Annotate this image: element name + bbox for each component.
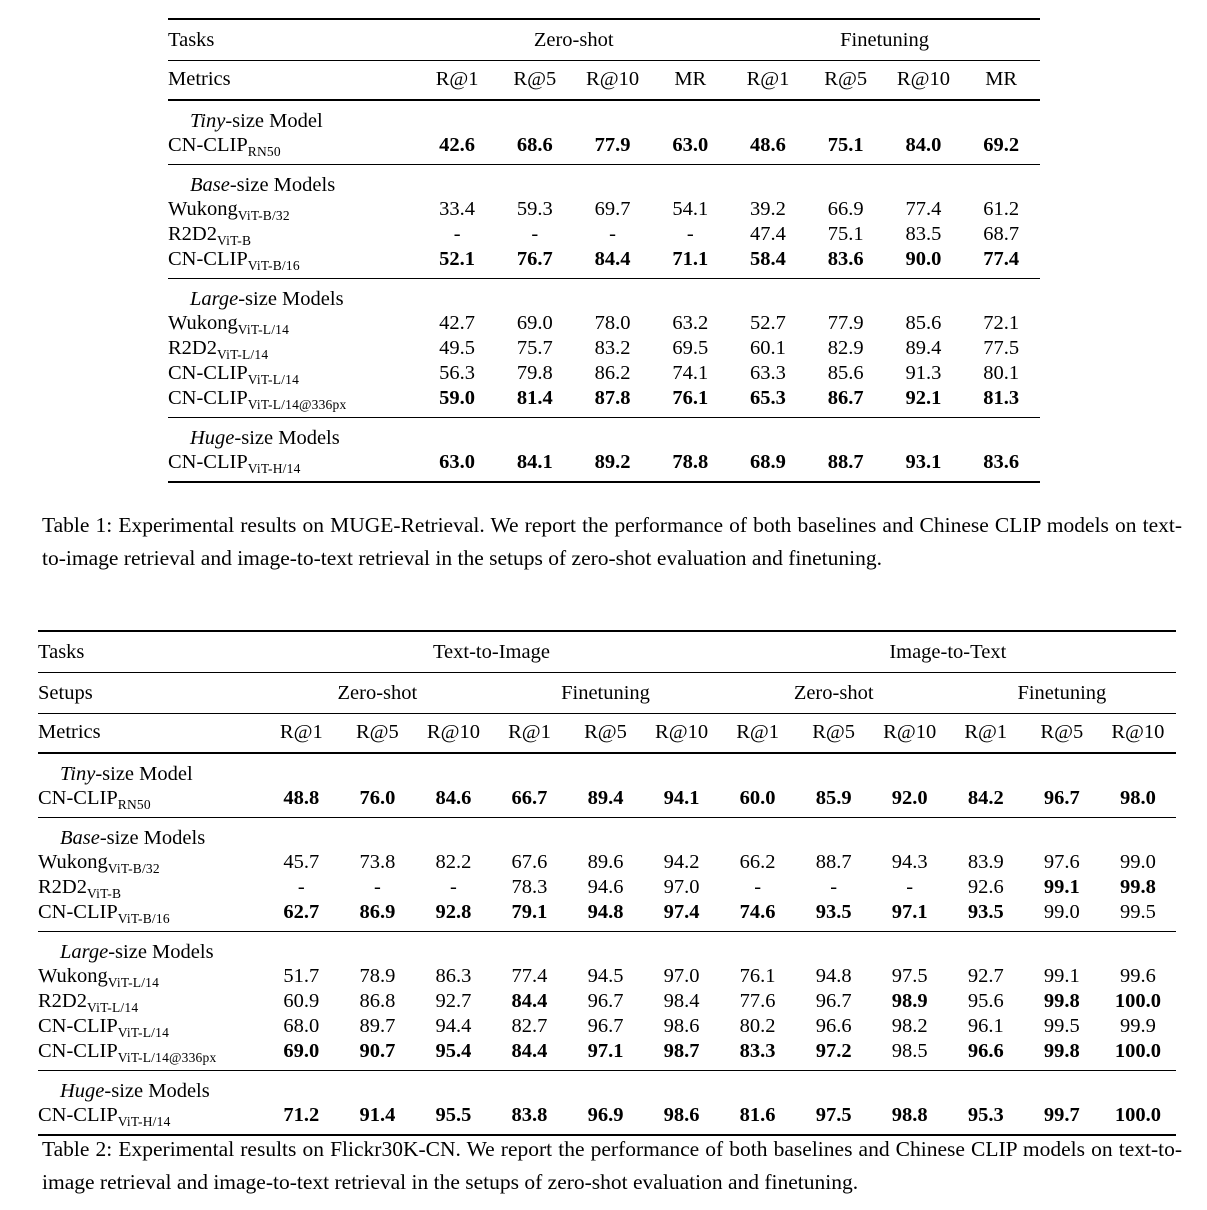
metric-value: 83.6 [827,248,864,270]
model-variant-subscript: ViT-B/16 [247,258,300,274]
metric-value: 61.2 [983,198,1020,220]
model-variant-subscript: ViT-B/32 [237,208,290,224]
metric-header-r10: R@10 [885,61,963,101]
model-label: Wukong$_{ViT-L/14}$ [168,312,290,338]
metric-value: 49.5 [439,337,476,359]
table2-header [38,631,1176,753]
metric-value: 78.9 [359,965,396,987]
metric-value: 76.0 [359,787,396,809]
metric-value: 89.4 [905,337,942,359]
metric-value: 97.0 [663,965,700,987]
metric-value: - [450,876,457,898]
metric-value: 76.1 [739,965,776,987]
model-variant-subscript: ViT-L/14 [237,322,290,338]
metric-value: 89.2 [594,451,631,473]
metric-value: 94.8 [587,901,624,923]
model-row [168,197,1040,222]
metric-value: 63.0 [672,134,709,156]
metric-value: 99.5 [1119,901,1156,923]
metric-value: 74.6 [739,901,776,923]
metric-header-r10: R@10 [872,714,948,754]
section-header-row [168,165,1040,198]
metric-value: 84.0 [905,134,942,156]
metric-value: 62.7 [283,901,320,923]
model-row [168,336,1040,361]
metric-value: 60.9 [283,990,320,1012]
metric-value: 54.1 [672,198,709,220]
model-label: $CN-CLIP_{ViT-L/14@336px}$ [168,387,347,413]
metric-value: 85.6 [827,362,864,384]
metric-value: 78.8 [672,451,709,473]
metric-value: 92.7 [435,990,472,1012]
metric-value: 83.2 [594,337,631,359]
metric-value: 33.4 [439,198,476,220]
model-variant-subscript: ViT-B/32 [107,861,160,877]
metric-value: 71.1 [672,248,709,270]
metric-value: 83.6 [983,451,1020,473]
group-header-zeroshot: Zero-shot [418,19,729,61]
model-row [38,900,1176,932]
model-variant-subscript: ViT-L/14 [216,347,269,363]
metric-value: 73.8 [359,851,396,873]
metric-value: 90.0 [905,248,942,270]
metric-value: 83.3 [739,1040,776,1062]
model-variant-subscript: ViT-H/14 [117,1114,171,1130]
model-row [38,989,1176,1014]
section-header-row [38,818,1176,851]
metric-value: 42.7 [439,312,476,334]
model-label: $CN-CLIP_{RN50}$ [168,134,281,160]
metric-value: 52.1 [439,248,476,270]
metric-value: - [373,876,381,898]
metric-header-mr: MR [962,61,1040,101]
metric-value: 83.8 [511,1104,548,1126]
model-variant-subscript: ViT-L/14@336px [247,397,347,413]
metric-value: 85.9 [815,787,852,809]
metric-value: 97.1 [587,1040,624,1062]
metric-value: 74.1 [672,362,709,384]
model-row [168,450,1040,482]
metric-value: 59.3 [516,198,553,220]
section-header: Huge-size Models [168,418,1040,451]
section-header-row [168,279,1040,312]
table1-caption: Table 1: Experimental results on MUGE-Retrieval. We report the performance of both baselines and Chinese CLIP models on text-to-image retrieval and image-to-text retrieval in the setups of zero-shot evaluation and finetuning. [42,513,1182,570]
metric-value: 77.4 [905,198,942,220]
metric-value: 39.2 [750,198,786,220]
metric-value: 66.7 [511,787,548,809]
metric-value: 99.8 [1119,876,1156,898]
section-header-row [38,1071,1176,1104]
metric-header-r1: R@1 [263,714,339,754]
metric-value: 88.7 [827,451,864,473]
metric-value: 63.2 [672,312,709,334]
metric-header-r1: R@1 [491,714,567,754]
metric-value: 80.1 [983,362,1020,384]
metric-header-r5: R@5 [568,714,644,754]
model-label: $R2D2_{ViT-L/14}$ [168,337,269,363]
group-header-text-to-image: Text-to-Image [263,631,719,673]
table2-metrics-row [38,714,1176,754]
model-variant-subscript: ViT-L/14 [86,1000,139,1016]
metric-value: 100.0 [1114,1040,1161,1062]
metric-value: 77.5 [983,337,1020,359]
metric-header-mr: MR [651,61,729,101]
metric-value: 78.3 [511,876,548,898]
metric-value: 84.1 [516,451,553,473]
metric-value: - [453,223,461,245]
metric-header-r5: R@5 [1024,714,1100,754]
metric-value: 89.6 [587,851,624,873]
metric-value: 86.8 [359,990,396,1012]
metric-value: 72.1 [983,312,1020,334]
metric-value: 78.0 [594,312,631,334]
metric-header-r1: R@1 [948,714,1024,754]
table2 [38,630,1176,1136]
metrics-label: Metrics [168,61,418,101]
metric-value: 83.5 [905,223,942,245]
metric-value: 89.4 [587,787,624,809]
table2-tasks-row [38,631,1176,673]
metric-value: 95.5 [435,1104,472,1126]
metric-value: 98.6 [663,1015,700,1037]
model-label: $CN-CLIP_{ViT-L/14}$ [38,1015,170,1041]
metric-header-r5: R@5 [796,714,872,754]
model-row [38,1014,1176,1039]
model-row [38,786,1176,818]
model-row [38,850,1176,875]
section-header: Tiny-size Model [190,110,323,132]
metric-value: 88.7 [815,851,852,873]
model-label: $CN-CLIP_{ViT-H/14}$ [168,451,301,477]
table1-tasks-row [168,19,1040,61]
metric-value: 66.9 [827,198,864,220]
metric-value: 90.7 [359,1040,396,1062]
section-header-row [38,753,1176,786]
section-header: Large-size Models [38,932,1176,965]
model-variant-subscript: ViT-H/14 [247,461,301,477]
model-row [168,133,1040,165]
metric-value: 81.3 [983,387,1020,409]
table1-header [168,19,1040,100]
metric-value: - [754,876,762,898]
model-label: $CN-CLIP_{ViT-L/14}$ [168,362,300,388]
metric-value: 98.8 [891,1104,928,1126]
model-variant-subscript: ViT-L/14@336px [117,1050,217,1066]
metric-value: 75.1 [827,134,864,156]
metric-value: 99.0 [1119,851,1156,873]
metric-value: 60.0 [739,787,776,809]
metric-value: 96.7 [815,990,852,1012]
model-label: Wukong$_{ViT-B/32}$ [38,851,160,877]
metric-value: 94.4 [435,1015,472,1037]
metric-value: 92.1 [905,387,942,409]
metric-value: 45.7 [283,851,320,873]
setup-header-finetuning: Finetuning [948,673,1176,714]
model-label: $R2D2_{ViT-L/14}$ [38,990,139,1016]
metric-value: 65.3 [750,387,786,409]
metric-value: 93.1 [905,451,942,473]
group-header-image-to-text: Image-to-Text [720,631,1176,673]
table1-muge-retrieval [168,18,1040,483]
setups-label: Setups [38,673,263,714]
metric-value: 79.8 [516,362,553,384]
model-variant-subscript: ViT-L/14 [107,975,160,991]
metric-value: 99.6 [1119,965,1156,987]
metric-value: 81.6 [739,1104,776,1126]
metric-header-r10: R@10 [415,714,491,754]
model-variant-subscript: ViT-L/14 [247,372,300,388]
metric-value: 60.1 [750,337,786,359]
metric-value: - [531,223,539,245]
metric-value: 59.0 [439,387,476,409]
metric-value: 96.6 [815,1015,852,1037]
section-header-row [38,932,1176,965]
metric-value: 67.6 [511,851,548,873]
model-row [168,247,1040,279]
model-label: $CN-CLIP_{ViT-L/14@336px}$ [38,1040,217,1066]
metric-value: 99.8 [1043,990,1080,1012]
model-label: Wukong$_{ViT-L/14}$ [38,965,160,991]
metric-value: 68.7 [983,223,1020,245]
metric-value: 66.2 [739,851,776,873]
metric-value: 68.0 [283,1015,320,1037]
metric-value: 42.6 [439,134,476,156]
model-variant-subscript: RN50 [247,144,281,160]
metric-value: 84.4 [511,1040,548,1062]
model-label: $CN-CLIP_{RN50}$ [38,787,151,813]
section-header: Large-size Models [168,279,1040,312]
metric-value: 52.7 [750,312,786,334]
table1 [168,18,1040,483]
metrics-label: Metrics [38,714,263,754]
tasks-label: Tasks [38,631,263,673]
metric-value: 77.4 [983,248,1020,270]
metric-value: 47.4 [750,223,786,245]
metric-value: 82.7 [511,1015,548,1037]
model-label: $R2D2_{ViT-B}$ [168,223,252,249]
metric-header-r5: R@5 [339,714,415,754]
model-row [168,361,1040,386]
metric-value: 99.1 [1043,876,1080,898]
section-header: Base-size Models [168,165,1040,198]
metric-value: 92.6 [967,876,1004,898]
tasks-label: Tasks [168,19,418,61]
metric-value: - [297,876,305,898]
model-label: Wukong$_{ViT-B/32}$ [168,198,290,224]
metric-value: 79.1 [511,901,548,923]
metric-value: 98.0 [1119,787,1156,809]
metric-value: 97.5 [815,1104,852,1126]
metric-value: 95.3 [967,1104,1004,1126]
metric-value: 77.9 [827,312,864,334]
section-header: Base-size Models [38,818,1176,851]
model-label: $CN-CLIP_{ViT-B/16}$ [38,901,170,927]
metric-value: 100.0 [1114,990,1161,1012]
metric-value: 92.8 [435,901,472,923]
metric-value: 56.3 [439,362,476,384]
metric-value: 98.7 [663,1040,700,1062]
metric-value: 99.0 [1043,901,1080,923]
metric-header-r1: R@1 [418,61,496,101]
metric-value: 84.4 [594,248,631,270]
metric-value: 77.6 [739,990,776,1012]
model-variant-subscript: ViT-B [216,233,252,249]
metric-value: 71.2 [283,1104,320,1126]
metric-value: 69.2 [983,134,1020,156]
metric-header-r1: R@1 [729,61,807,101]
metric-value: - [906,876,914,898]
metric-value: 95.4 [435,1040,472,1062]
model-variant-subscript: ViT-B/16 [117,911,170,927]
metric-value: 94.6 [587,876,624,898]
metric-value: 99.9 [1119,1015,1156,1037]
metric-value: 48.8 [283,787,320,809]
metric-value: 94.2 [663,851,700,873]
table2-setups-row [38,673,1176,714]
setup-header-zeroshot: Zero-shot [720,673,948,714]
metric-value: 68.9 [750,451,786,473]
metric-value: 84.2 [967,787,1004,809]
metric-value: 97.6 [1043,851,1080,873]
model-label: $CN-CLIP_{ViT-H/14}$ [38,1104,171,1130]
model-row [168,311,1040,336]
model-label: $CN-CLIP_{ViT-B/16}$ [168,248,300,274]
metric-value: 69.0 [516,312,553,334]
metric-value: 80.2 [739,1015,776,1037]
metric-value: - [609,223,616,245]
metric-value: 89.7 [359,1015,396,1037]
metric-value: - [830,876,838,898]
metric-value: 76.7 [516,248,553,270]
metric-value: 98.2 [891,1015,928,1037]
metric-value: 86.3 [435,965,472,987]
metric-value: 91.3 [905,362,942,384]
model-row [38,875,1176,900]
metric-value: 98.9 [891,990,928,1012]
metric-value: 94.1 [663,787,700,809]
metric-value: 76.1 [672,387,709,409]
model-row [38,1103,1176,1135]
model-row [168,386,1040,418]
metric-value: 82.2 [435,851,472,873]
metric-header-r10: R@10 [1100,714,1176,754]
metric-value: 99.5 [1043,1015,1080,1037]
metric-value: 92.7 [967,965,1004,987]
metric-value: 97.2 [815,1040,852,1062]
model-variant-subscript: ViT-B [86,886,122,902]
metric-value: 84.4 [511,990,548,1012]
metric-value: 69.0 [283,1040,320,1062]
table1-metrics-row [168,61,1040,101]
metric-value: 82.9 [827,337,864,359]
metric-value: - [686,223,694,245]
metric-value: 48.6 [750,134,786,156]
metric-value: 94.8 [815,965,852,987]
table2-caption: Table 2: Experimental results on Flickr30K-CN. We report the performance of both baselines and Chinese CLIP models on text-to-image retrieval and image-to-text retrieval in the setups of zero-shot evaluation and finetuning. [42,1137,1182,1194]
metric-value: 96.1 [967,1015,1004,1037]
metric-value: 69.5 [672,337,709,359]
model-row [38,964,1176,989]
metric-value: 98.6 [663,1104,700,1126]
metric-value: 51.7 [283,965,320,987]
metric-header-r10: R@10 [644,714,720,754]
model-variant-subscript: ViT-L/14 [117,1025,170,1041]
metric-value: 99.1 [1043,965,1080,987]
metric-value: 86.7 [827,387,864,409]
metric-value: 96.6 [967,1040,1004,1062]
metric-value: 95.6 [967,990,1004,1012]
metric-value: 75.1 [827,223,864,245]
table2-flickr30k-cn [38,630,1176,1136]
table1-body [168,100,1040,482]
metric-value: 68.6 [516,134,553,156]
metric-value: 83.9 [967,851,1004,873]
metric-value: 96.7 [1043,787,1080,809]
metric-value: 69.7 [594,198,631,220]
section-header-row [168,100,1040,133]
section-header: Huge-size Models [38,1071,1176,1104]
metric-value: 97.0 [663,876,700,898]
metric-value: 96.7 [587,1015,624,1037]
metric-value: 77.9 [594,134,631,156]
metric-value: 99.7 [1043,1104,1080,1126]
metric-value: 75.7 [516,337,553,359]
model-variant-subscript: RN50 [117,797,151,813]
group-header-finetuning: Finetuning [729,19,1040,61]
metric-value: 85.6 [905,312,942,334]
metric-value: 58.4 [750,248,786,270]
setup-header-finetuning: Finetuning [491,673,719,714]
metric-value: 94.3 [891,851,928,873]
metric-value: 91.4 [359,1104,396,1126]
metric-value: 96.9 [587,1104,624,1126]
setup-header-zeroshot: Zero-shot [263,673,491,714]
table2-body [38,753,1176,1135]
metric-value: 97.1 [891,901,928,923]
metric-value: 87.8 [594,387,631,409]
metric-value: 97.4 [663,901,700,923]
section-header-row [168,418,1040,451]
metric-value: 93.5 [967,901,1004,923]
metric-header-r5: R@5 [807,61,885,101]
metric-value: 98.4 [663,990,700,1012]
metric-value: 86.2 [594,362,631,384]
metric-value: 96.7 [587,990,624,1012]
metric-value: 86.9 [359,901,396,923]
metric-value: 94.5 [587,965,624,987]
metric-value: 63.0 [439,451,476,473]
metric-value: 81.4 [516,387,553,409]
metric-value: 99.8 [1043,1040,1080,1062]
model-label: $R2D2_{ViT-B}$ [38,876,122,902]
metric-value: 92.0 [891,787,928,809]
metric-value: 97.5 [891,965,928,987]
metric-value: 100.0 [1114,1104,1161,1126]
model-row [38,1039,1176,1071]
metric-value: 63.3 [750,362,786,384]
metric-value: 98.5 [891,1040,928,1062]
metric-value: 93.5 [815,901,852,923]
metric-header-r5: R@5 [496,61,574,101]
section-header: Tiny-size Model [60,763,193,785]
metric-value: 77.4 [511,965,548,987]
model-row [168,222,1040,247]
metric-header-r1: R@1 [720,714,796,754]
metric-value: 84.6 [435,787,472,809]
metric-header-r10: R@10 [574,61,652,101]
